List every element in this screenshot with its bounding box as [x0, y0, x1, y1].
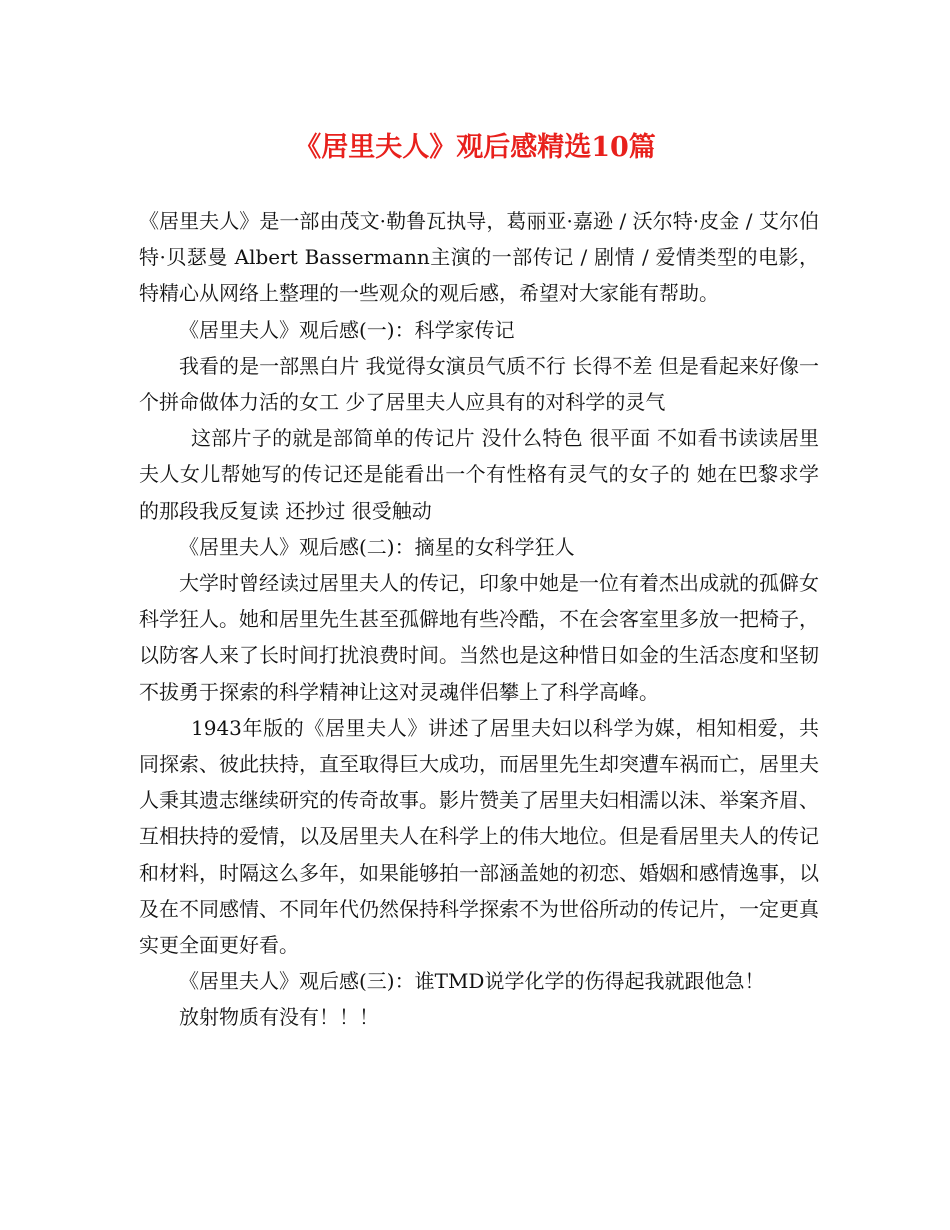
review-3-heading: 《居里夫人》观后感(三)：谁TMD说学化学的伤得起我就跟他急！	[179, 969, 765, 994]
review-3-paragraph-1: 放射物质有没有！！！	[179, 1005, 379, 1030]
review-2-paragraph-2: 1943年版的《居里夫人》讲述了居里夫妇以科学为媒，相知相爱，共同探索、彼此扶持，直至取得巨大成功，而居里先生却突遭车祸而亡，居里夫人秉其遗志继续研究的传奇故事。影片赞美了居里夫妇相濡以沫、举案齐眉、互相扶持的爱情，以及居里夫人在科学上的伟大地位。但是看居里夫人的传记和材料，时隔这么多年，如果能够拍一部涵盖她的初恋、婚姻和感情逸事，以及在不同感情、不同年代仍然保持科学探索不为世俗所动的传记片，一定更真实更全面更好看。	[139, 715, 819, 958]
review-1-paragraph-1: 我看的是一部黑白片 我觉得女演员气质不行 长得不差 但是看起来好像一个拼命做体力活的女工 少了居里夫人应具有的对科学的灵气	[139, 353, 819, 415]
review-2-paragraph-1: 大学时曾经读过居里夫人的传记，印象中她是一位有着杰出成就的孤僻女科学狂人。她和居里先生甚至孤僻地有些冷酷，不在会客室里多放一把椅子，以防客人来了长时间打扰浪费时间。当然也是这种惜日如金的生活态度和坚韧不拔勇于探索的科学精神让这对灵魂伴侣攀上了科学高峰。	[139, 571, 819, 704]
review-2-heading: 《居里夫人》观后感(二)：摘星的女科学狂人	[179, 534, 575, 559]
review-1-heading: 《居里夫人》观后感(一)：科学家传记	[179, 317, 515, 342]
review-1-paragraph-2: 这部片子的就是部简单的传记片 没什么特色 很平面 不如看书读读居里夫人女儿帮她写的传记还是能看出一个有性格有灵气的女子的 她在巴黎求学的那段我反复读 还抄过 很受触动	[139, 426, 819, 523]
document-body	[139, 203, 819, 1036]
document-title: 《居里夫人》观后感精选10篇	[294, 132, 656, 163]
intro-paragraph: 《居里夫人》是一部由茂文·勒鲁瓦执导，葛丽亚·嘉逊 / 沃尔特·皮金 / 艾尔伯特·贝瑟曼 Albert Bassermann主演的一部传记 / 剧情 / 爱情类型的电影，特精心从网络上整理的一些观众的观后感，希望对大家能有帮助。	[139, 209, 819, 306]
